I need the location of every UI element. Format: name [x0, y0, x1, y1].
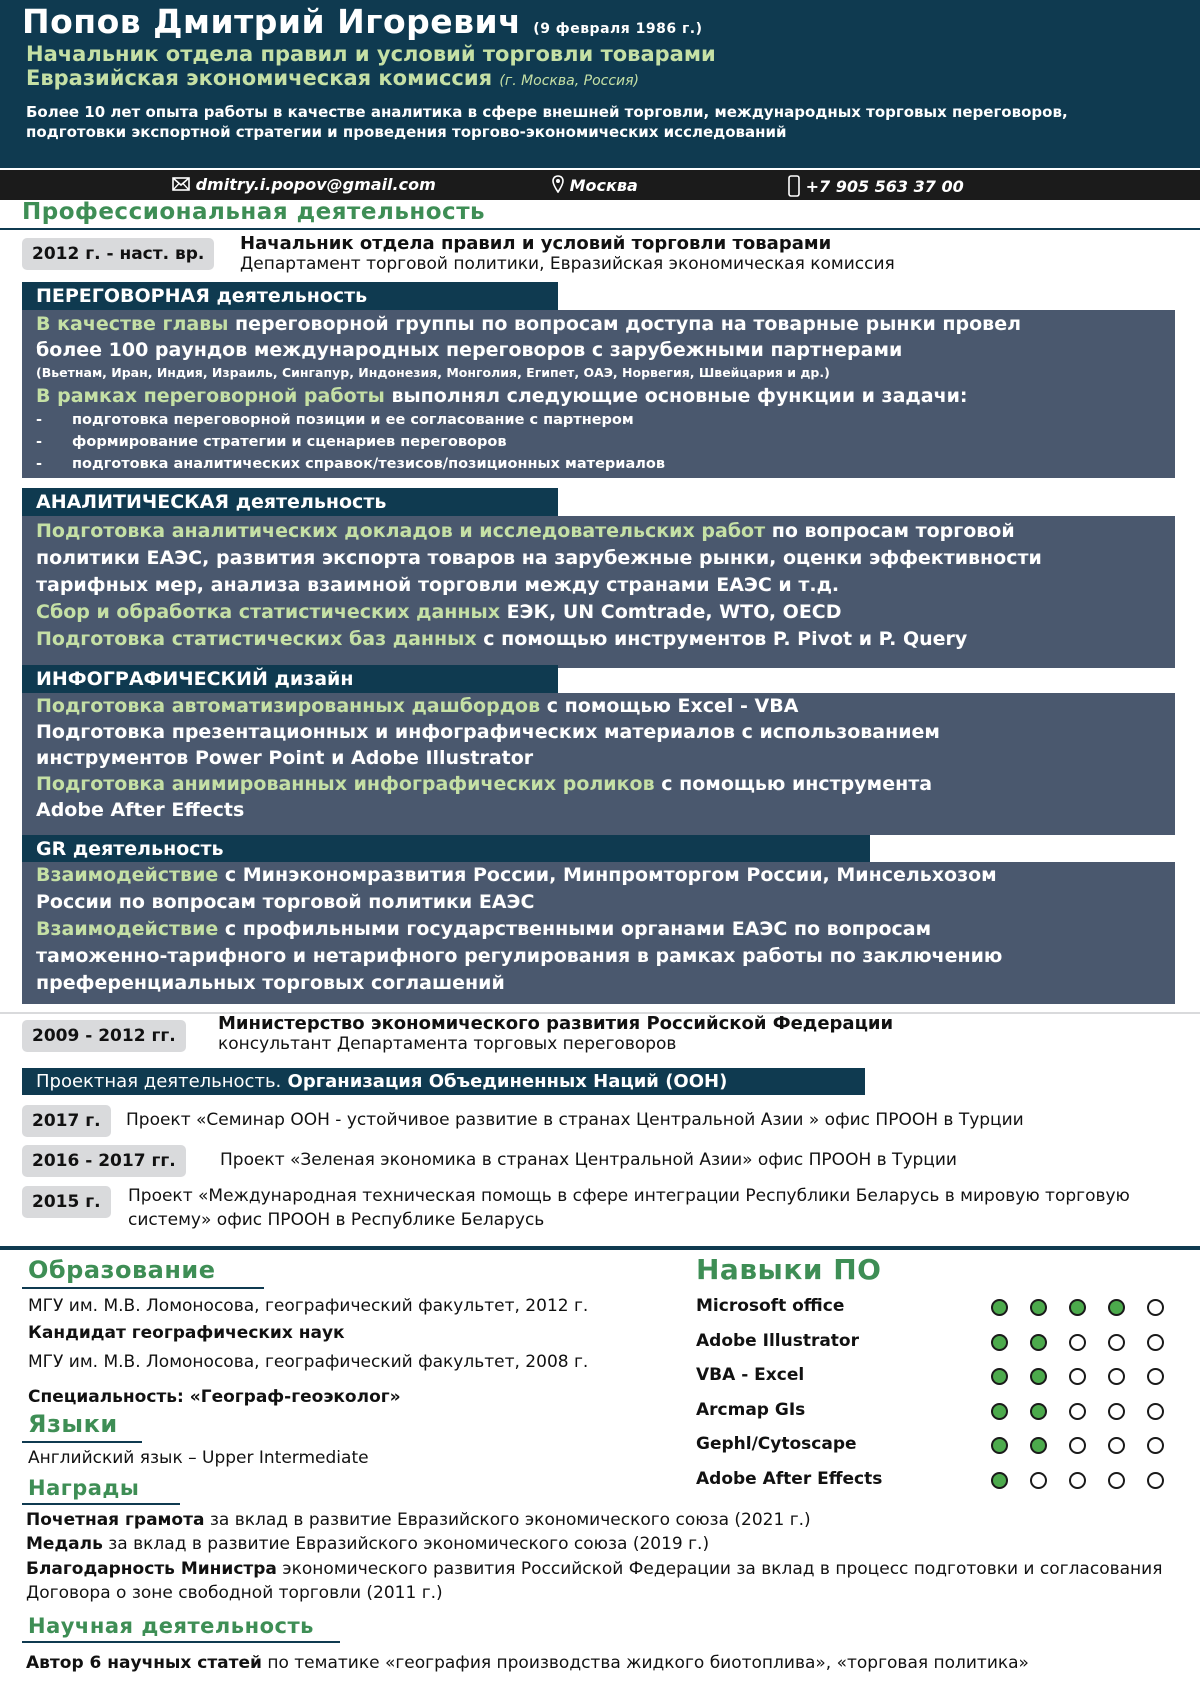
skill-row	[696, 1331, 1176, 1357]
person-name: Попов Дмитрий Игоревич (9 февраля 1986 г.)	[22, 2, 703, 41]
email-contact[interactable]: dmitry.i.popov@gmail.com	[172, 175, 436, 194]
project2-date: 2016 - 2017 гг.	[22, 1145, 186, 1177]
birth-date: (9 февраля 1986 г.)	[533, 21, 703, 37]
neg-bullet-3: - подготовка аналитических справок/тезисов/позиционных материалов	[36, 456, 666, 472]
job2-role: консультант Департамента торговых переговоров	[218, 1034, 677, 1054]
negotiation-header: ПЕРЕГОВОРНАЯ деятельность	[22, 282, 558, 310]
project3-text: Проект «Международная техническая помощь в сфере интеграции Республики Беларусь в мировую торговую систему» офис ПРООН в Республике Беларусь	[128, 1186, 1130, 1230]
skill-dot-empty	[1030, 1472, 1047, 1489]
skill-dot-filled	[1030, 1368, 1047, 1385]
neg-bullet-1: - подготовка переговорной позиции и ее согласование с партнером	[36, 412, 634, 428]
infographic-card	[22, 693, 1175, 835]
neg-countries: (Вьетнам, Иран, Индия, Израиль, Сингапур, Индонезия, Монголия, Египет, ОАЭ, Норвегия, Швейцария и др.)	[36, 365, 830, 380]
gr-line-2: России по вопросам торговой политики ЕАЭС	[36, 891, 535, 913]
skill-dot-empty	[1147, 1368, 1164, 1385]
job1-title: Начальник отдела правил и условий торговли товарами	[240, 233, 832, 254]
gr-line-3: Взаимодействие с профильными государственными органами ЕАЭС по вопросам	[36, 918, 932, 940]
skill-dot-empty	[1108, 1403, 1125, 1420]
skill-dot-empty	[1147, 1299, 1164, 1316]
projects-header: Проектная деятельность. Организация Объединенных Наций (ООН)	[22, 1068, 865, 1095]
skill-name: Adobe Illustrator	[696, 1330, 859, 1351]
section-divider	[0, 1246, 1200, 1250]
phone-icon	[788, 175, 800, 197]
section-title-awards: Награды	[28, 1476, 140, 1500]
negotiation-card	[22, 310, 1175, 478]
gr-card	[22, 862, 1175, 1004]
mail-icon	[172, 177, 190, 191]
project1-date: 2017 г.	[22, 1105, 111, 1137]
skill-row	[696, 1296, 1176, 1322]
skill-dot-filled	[1030, 1334, 1047, 1351]
city-contact: Москва	[552, 175, 638, 195]
skill-name: Arcmap GIs	[696, 1399, 806, 1420]
skills-list	[696, 1296, 1176, 1506]
skill-row	[696, 1469, 1176, 1495]
current-position: Начальник отдела правил и условий торговли товарами	[26, 42, 716, 66]
analytics-card	[22, 516, 1175, 668]
skill-dot-filled	[1030, 1299, 1047, 1316]
language-english: Английский язык – Upper Intermediate	[28, 1448, 369, 1468]
neg-line-4: В рамках переговорной работы выполнял следующие основные функции и задачи:	[36, 385, 968, 407]
section-title-science: Научная деятельность	[28, 1614, 314, 1638]
underline	[22, 1441, 142, 1443]
underline	[22, 1641, 340, 1643]
edu-specialty: Специальность: «Географ-геоэколог»	[28, 1387, 401, 1407]
section-title-professional: Профессиональная деятельность	[22, 199, 486, 225]
ana-line-5: Подготовка статистических баз данных с помощью инструментов P. Pivot и P. Query	[36, 628, 968, 650]
ana-line-2: политики ЕАЭС, развития экспорта товаров на зарубежные рынки, оценки эффективности	[36, 547, 1042, 569]
gr-line-4: таможенно-тарифного и нетарифного регулирования в рамках работы по заключению	[36, 945, 1003, 967]
skill-dot-filled	[1030, 1437, 1047, 1454]
info-line-2: Подготовка презентационных и инфографических материалов с использованием	[36, 721, 940, 743]
skill-row	[696, 1365, 1176, 1391]
skill-dot-filled	[1108, 1299, 1125, 1316]
award-3: Благодарность Министра экономического развития Российской Федерации за вклад в процесс подготовки и согласования Договора о зоне свободной торговли (2011 г.)	[26, 1559, 1163, 1603]
skill-dot-empty	[1069, 1437, 1086, 1454]
skill-row	[696, 1434, 1176, 1460]
job1-org: Департамент торговой политики, Евразийская экономическая комиссия	[240, 254, 895, 274]
skill-row	[696, 1400, 1176, 1426]
skill-dot-empty	[1108, 1472, 1125, 1489]
skill-dot-empty	[1147, 1472, 1164, 1489]
info-line-5: Adobe After Effects	[36, 799, 245, 821]
edu-line-3: МГУ им. М.В. Ломоносова, географический факультет, 2008 г.	[28, 1352, 589, 1372]
neg-bullet-2: - формирование стратегии и сценариев переговоров	[36, 434, 507, 450]
award-2: Медаль за вклад в развитие Евразийского экономического союза (2019 г.)	[26, 1534, 710, 1554]
contact-bar	[0, 170, 1200, 200]
phone-contact[interactable]: +7 905 563 37 00	[788, 175, 964, 197]
job2-title: Министерство экономического развития Российской Федерации	[218, 1013, 894, 1034]
skill-dot-empty	[1147, 1403, 1164, 1420]
organization: Евразийская экономическая комиссия (г. Москва, Россия)	[26, 66, 640, 90]
gr-line-1: Взаимодействие с Минэкономразвития России, Минпромторгом России, Минсельхозом	[36, 864, 997, 886]
gr-header: GR деятельность	[22, 835, 870, 863]
skill-dot-empty	[1147, 1437, 1164, 1454]
section-divider	[0, 228, 1200, 230]
edu-degree: Кандидат географических наук	[28, 1323, 345, 1343]
skill-dot-filled	[991, 1403, 1008, 1420]
award-1: Почетная грамота за вклад в развитие Евразийского экономического союза (2021 г.)	[26, 1510, 811, 1530]
location-pin-icon	[552, 175, 564, 193]
skill-dot-filled	[991, 1368, 1008, 1385]
job2-dates: 2009 - 2012 гг.	[22, 1020, 186, 1052]
skill-name: Adobe After Effects	[696, 1468, 883, 1489]
info-line-1: Подготовка автоматизированных дашбордов с помощью Excel - VBA	[36, 695, 799, 717]
skill-name: VBA - Excel	[696, 1365, 805, 1385]
section-title-skills: Навыки ПО	[696, 1253, 882, 1286]
skill-dot-empty	[1069, 1403, 1086, 1420]
project1-text: Проект «Семинар ООН - устойчивое развитие в странах Центральной Азии » офис ПРООН в Турции	[126, 1110, 1024, 1130]
summary: Более 10 лет опыта работы в качестве аналитика в сфере внешней торговли, международных торговых переговоров, подготовки экспортной стратегии и проведения торгово-экономических исследований	[26, 103, 1068, 141]
info-line-4: Подготовка анимированных инфографических роликов с помощью инструмента	[36, 773, 933, 795]
skill-name: Microsoft office	[696, 1296, 845, 1316]
skill-dot-filled	[991, 1299, 1008, 1316]
ana-line-3: тарифных мер, анализа взаимной торговли между странами ЕАЭС и т.д.	[36, 574, 840, 596]
skill-dot-filled	[991, 1472, 1008, 1489]
gr-line-5: преференциальных торговых соглашений	[36, 972, 505, 994]
location: (г. Москва, Россия)	[499, 73, 640, 89]
edu-line-1: МГУ им. М.В. Ломоносова, географический факультет, 2012 г.	[28, 1296, 589, 1316]
skill-dot-empty	[1108, 1368, 1125, 1385]
skill-dot-filled	[1069, 1299, 1086, 1316]
skill-dot-filled	[991, 1334, 1008, 1351]
skill-name: Gephl/Cytoscape	[696, 1434, 857, 1454]
underline	[22, 1287, 264, 1289]
section-title-education: Образование	[28, 1256, 216, 1284]
skill-dot-empty	[1108, 1334, 1125, 1351]
ana-line-4: Сбор и обработка статистических данных ЕЭК, UN Comtrade, WTO, OECD	[36, 601, 842, 623]
section-title-languages: Языки	[28, 1410, 118, 1438]
skill-dot-filled	[991, 1437, 1008, 1454]
science-articles: Автор 6 научных статей по тематике «география производства жидкого биотоплива», «торговая политика»	[26, 1653, 1029, 1673]
neg-line-2: более 100 раундов международных переговоров с зарубежными партнерами	[36, 339, 903, 361]
skill-dot-empty	[1108, 1437, 1125, 1454]
project3-date: 2015 г.	[22, 1186, 111, 1218]
underline	[22, 1503, 180, 1505]
skill-dot-empty	[1147, 1334, 1164, 1351]
ana-line-1: Подготовка аналитических докладов и исследовательских работ по вопросам торговой	[36, 520, 1015, 542]
skill-dot-empty	[1069, 1334, 1086, 1351]
skill-dot-empty	[1069, 1368, 1086, 1385]
skill-dot-empty	[1069, 1472, 1086, 1489]
job1-dates: 2012 г. - наст. вр.	[22, 238, 214, 270]
project2-text: Проект «Зеленая экономика в странах Центральной Азии» офис ПРООН в Турции	[220, 1150, 957, 1170]
analytics-header: АНАЛИТИЧЕСКАЯ деятельность	[22, 488, 558, 516]
neg-line-1: В качестве главы переговорной группы по вопросам доступа на товарные рынки провел	[36, 313, 1021, 335]
header-banner	[0, 0, 1200, 168]
info-line-3: инструментов Power Point и Adobe Illustrator	[36, 747, 534, 769]
skill-dot-filled	[1030, 1403, 1047, 1420]
infographic-header: ИНФОГРАФИЧЕСКИЙ дизайн	[22, 665, 558, 693]
